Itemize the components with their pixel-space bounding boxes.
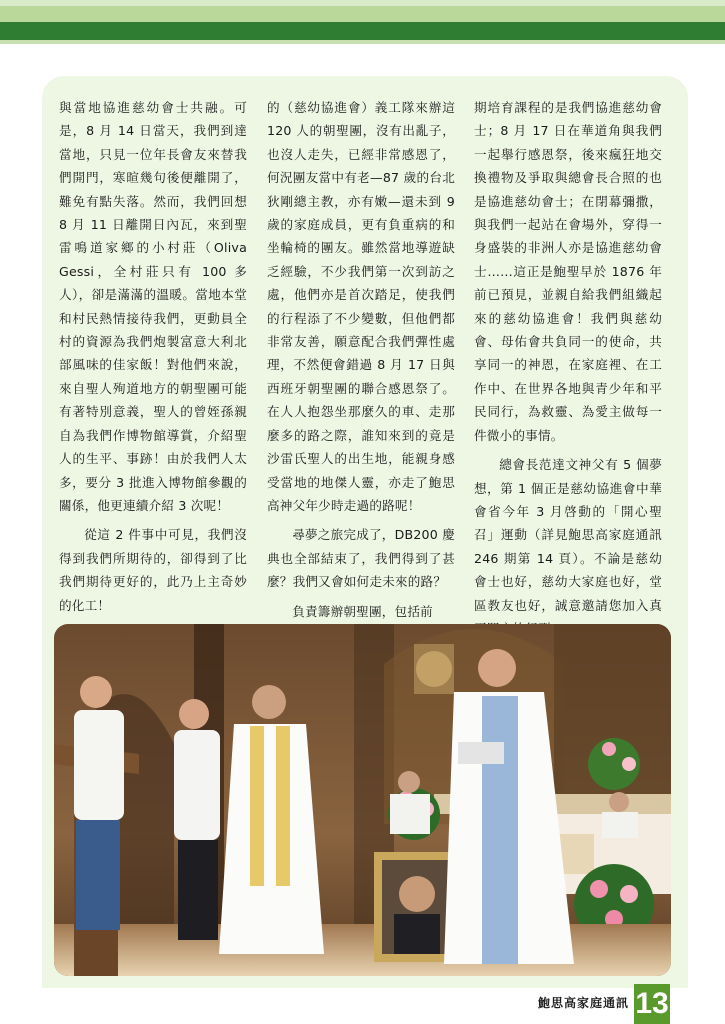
text-column-3 [474, 96, 662, 640]
publication-title: 鮑思高家庭通訊 [537, 996, 629, 1010]
header-strip-bottom [0, 40, 725, 44]
page-number: 13 [634, 984, 670, 1024]
paragraph: 與當地協進慈幼會士共融。可是，8 月 14 日當天，我們到達當地，只見一位年長會友來替我們開門，寒暄幾句後便離開了，難免有點失落。然而，我們回想 8 月 11 日離開日內瓦，來到聖雷鳴道家鄉的小村莊（Oliva Gessi，全村莊只有 100 多人），卻是滿滿的溫暖。當地本堂和村民熱情接待我們，更動員全村的資源為我們炮製富意大利北部風味的佳家飯！對他們來說，來自聖人殉道地方的朝聖團可能有著特別意義，聖人的曾姪孫親自為我們作博物館導賞，介紹聖人的生平、事跡！由於我們人太多，要分 3 批進入博物館參觀的關係，他更連續介紹 3 次呢！ [59, 100, 247, 513]
header-band [0, 0, 725, 48]
paragraph [474, 453, 662, 640]
paragraph: 負責籌辦朝聖團，包括前 [292, 603, 433, 619]
paragraph-text: 總會長范達文神父有 5 個夢想，第 1 個正是慈幼協進會中華會省今年 3 月啓動的「開心聖召」運動（詳見鮑思高家庭通訊 246 期第 14 頁）。不論是慈幼會士也好，慈幼大家庭也好，堂區教友也好，誠意邀請您加入真 [474, 457, 662, 613]
paragraph: 期培育課程的是我們協進慈幼會士；8 月 17 日在華道角與我們一起舉行感恩祭，後來瘋狂地交換禮物及爭取與總會長合照的也是協進慈幼會士；在閉幕彌撒，與我們一起站在會場外，穿得一身盛裝的非洲人亦是協進慈幼會士……這正是鮑聖早於 1876 年前已預見，並親自給我們組織起來的慈幼協進會！我們與慈幼會、母佑會共負同一的使命，共享同一的神恩，在家庭裡、在工作中、在世界各地與青少年和平民同行，為救靈、為愛主做每一件微小的事情。 [474, 100, 662, 443]
paragraph: 的（慈幼協進會）義工隊來辦這 120 人的朝聖團，沒有出亂子，也沒人走失，已經非常感恩了，何況團友當中有老—87 歲的台北狄剛總主教，亦有嫩—還未到 9 歲的家庭成員，更有負重病的和坐輪椅的團友。雖然當地導遊缺乏經驗，不少我們第一次到訪之處，他們亦是首次踏足，使我們的行程添了不少變數，但他們都非常友善，願意配合我們彈性處理，不然便會錯過 8 月 17 日與西班牙朝聖團的聯合感恩祭了。在人人抱怨坐那麼久的車、走那麼多的路之際，誰知來到的竟是沙雷氏聖人的出生地，能親身感受當地的地傑人靈，亦走了鮑思高神父年少時走過的路呢！ [267, 100, 455, 513]
header-strip-mid [0, 6, 725, 22]
ceremony-photo-illustration [54, 624, 671, 976]
paragraph: 尋夢之旅完成了，DB200 慶典也全部結束了，我們得到了甚麼？我們又會如何走未來的路？ [267, 527, 455, 590]
header-strip-dark [0, 22, 725, 40]
text-column-1 [59, 96, 247, 646]
ceremony-photo [54, 624, 671, 976]
text-column-2 [267, 96, 455, 623]
paragraph: 從這 2 件事中可見，我們沒得到我們所期待的，卻得到了比我們期待更好的，此乃上主奇妙的化工！ [59, 527, 247, 613]
